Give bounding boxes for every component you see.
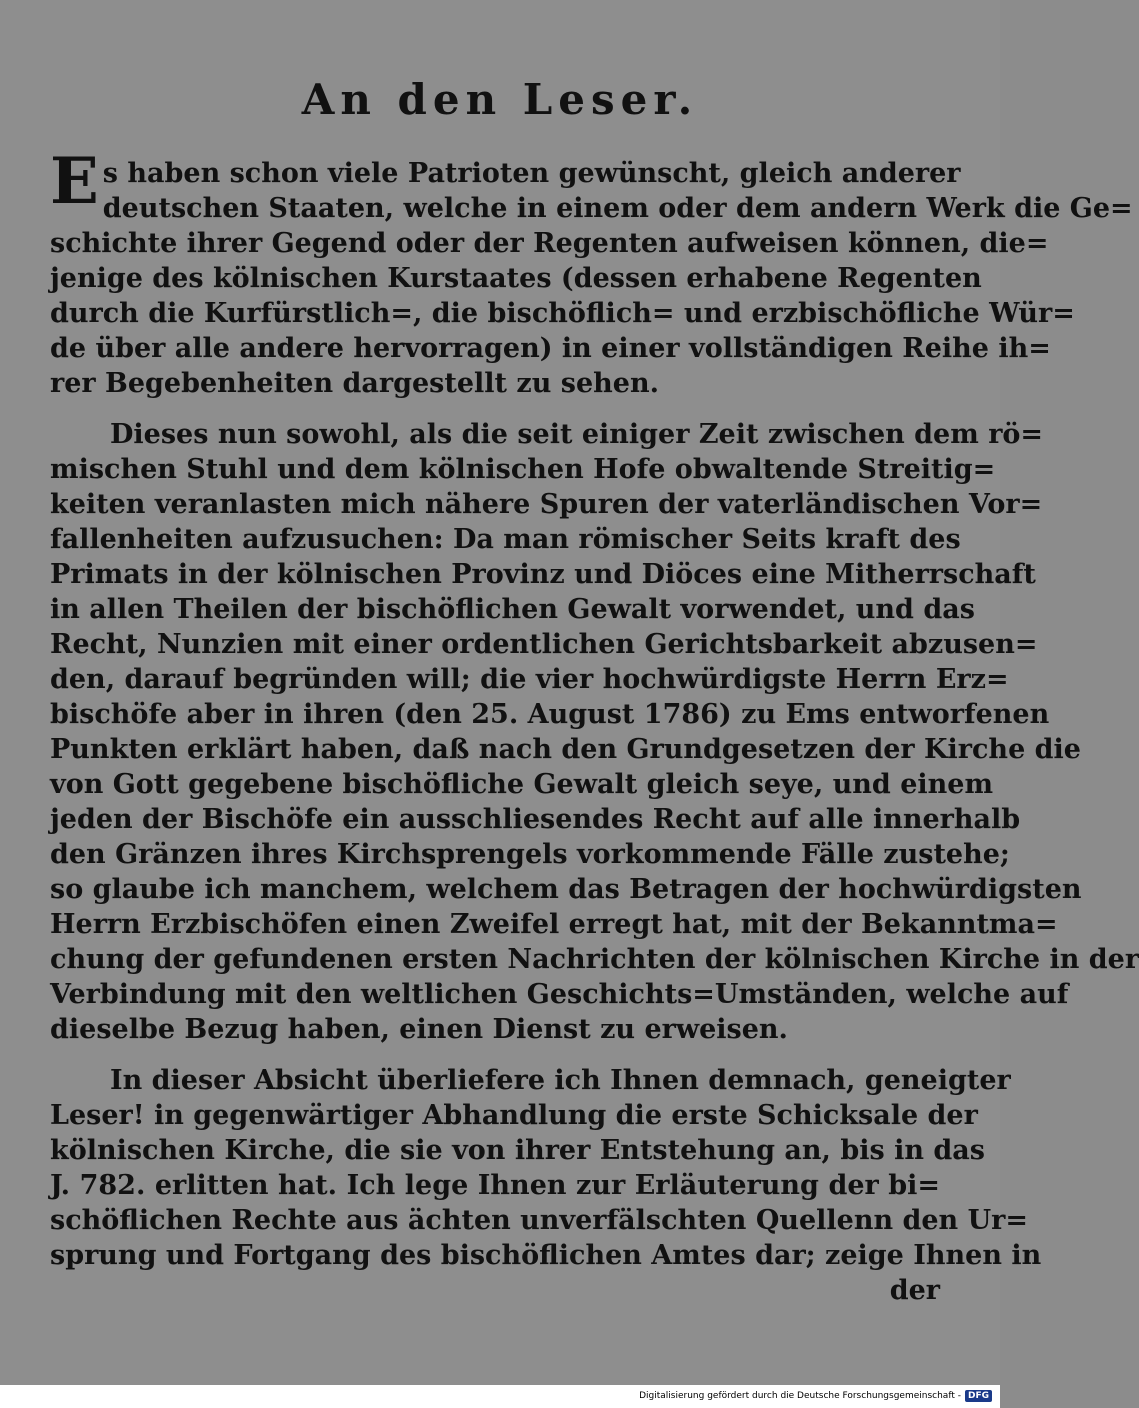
page-title: An den Leser. xyxy=(301,75,699,124)
text-line: bischöfe aber in ihren (den 25. August 1786) zu Ems entworfenen xyxy=(50,699,1050,730)
text-line: Verbindung mit den weltlichen Geschichts=Umständen, welche auf xyxy=(50,979,1069,1010)
text-line: Recht, Nunzien mit einer ordentlichen Gerichtsbarkeit abzusen= xyxy=(50,629,1038,660)
text-line: chung der gefundenen ersten Nachrichten der kölnischen Kirche in der xyxy=(50,944,1139,975)
text-line: Punkten erklärt haben, daß nach den Grundgesetzen der Kirche die xyxy=(50,734,1081,765)
text-line: Primats in der kölnischen Provinz und Diöces eine Mitherrschaft xyxy=(50,559,1036,590)
text-line: den, darauf begründen will; die vier hochwürdigste Herrn Erz= xyxy=(50,664,1009,695)
text-line: in allen Theilen der bischöflichen Gewalt vorwendet, und das xyxy=(50,594,975,625)
text-line: Leser! in gegenwärtiger Abhandlung die erste Schicksale der xyxy=(50,1100,978,1131)
dfg-logo[interactable]: DFG xyxy=(965,1390,992,1402)
paragraph-3 xyxy=(50,1063,1042,1308)
drop-cap: E xyxy=(50,144,99,219)
text-line: durch die Kurfürstlich=, die bischöflich= und erzbischöfliche Wür= xyxy=(50,298,1075,329)
text-line: rer Begebenheiten dargestellt zu sehen. xyxy=(50,368,659,399)
text-line: dieselbe Bezug haben, einen Dienst zu erweisen. xyxy=(50,1014,788,1045)
text-line: deutschen Staaten, welche in einem oder dem andern Werk die Ge= xyxy=(102,193,1133,224)
footer xyxy=(639,1388,992,1404)
text-line: von Gott gegebene bischöfliche Gewalt gleich seye, und einem xyxy=(50,769,994,800)
text-line: keiten veranlasten mich nähere Spuren der vaterländischen Vor= xyxy=(50,489,1043,520)
text-line: kölnischen Kirche, die sie von ihrer Entstehung an, bis in das xyxy=(50,1135,985,1166)
text-line: so glaube ich manchem, welchem das Betragen der hochwürdigsten xyxy=(50,874,1082,905)
text-line: Dieses nun sowohl, als die seit einiger Zeit zwischen dem rö= xyxy=(110,419,1044,450)
text-line: de über alle andere hervorragen) in einer vollständigen Reihe ih= xyxy=(50,333,1051,364)
text-line: jenige des kölnischen Kurstaates (dessen erhabene Regenten xyxy=(50,263,982,294)
text-line: den Gränzen ihres Kirchsprengels vorkommende Fälle zustehe; xyxy=(50,839,1010,870)
text-line: In dieser Absicht überliefere ich Ihnen demnach, geneigter xyxy=(110,1065,1011,1096)
text-line: sprung und Fortgang des bischöflichen Amtes dar; zeige Ihnen in xyxy=(50,1240,1042,1271)
paragraph-2 xyxy=(50,417,1139,1047)
text-line: J. 782. erlitten hat. Ich lege Ihnen zur Erläuterung der bi= xyxy=(50,1170,940,1201)
text-line: jeden der Bischöfe ein ausschliesendes Recht auf alle innerhalb xyxy=(50,804,1021,835)
text-line: schichte ihrer Gegend oder der Regenten aufweisen können, die= xyxy=(50,228,1049,259)
text-line: schöflichen Rechte aus ächten unverfälschten Quellenn den Ur= xyxy=(50,1205,1028,1236)
body-text xyxy=(50,144,1139,1324)
text-line: Herrn Erzbischöfen einen Zweifel erregt hat, mit der Bekanntma= xyxy=(50,909,1058,940)
footer-text: Digitalisierung gefördert durch die Deutsche Forschungsgemeinschaft - xyxy=(639,1391,961,1401)
catchword: der xyxy=(889,1275,940,1306)
text-line: s haben schon viele Patrioten gewünscht, gleich anderer xyxy=(102,158,961,189)
paragraph-1 xyxy=(50,144,1133,401)
text-line: mischen Stuhl und dem kölnischen Hofe obwaltende Streitig= xyxy=(50,454,996,485)
text-line: fallenheiten aufzusuchen: Da man römischer Seits kraft des xyxy=(50,524,961,555)
